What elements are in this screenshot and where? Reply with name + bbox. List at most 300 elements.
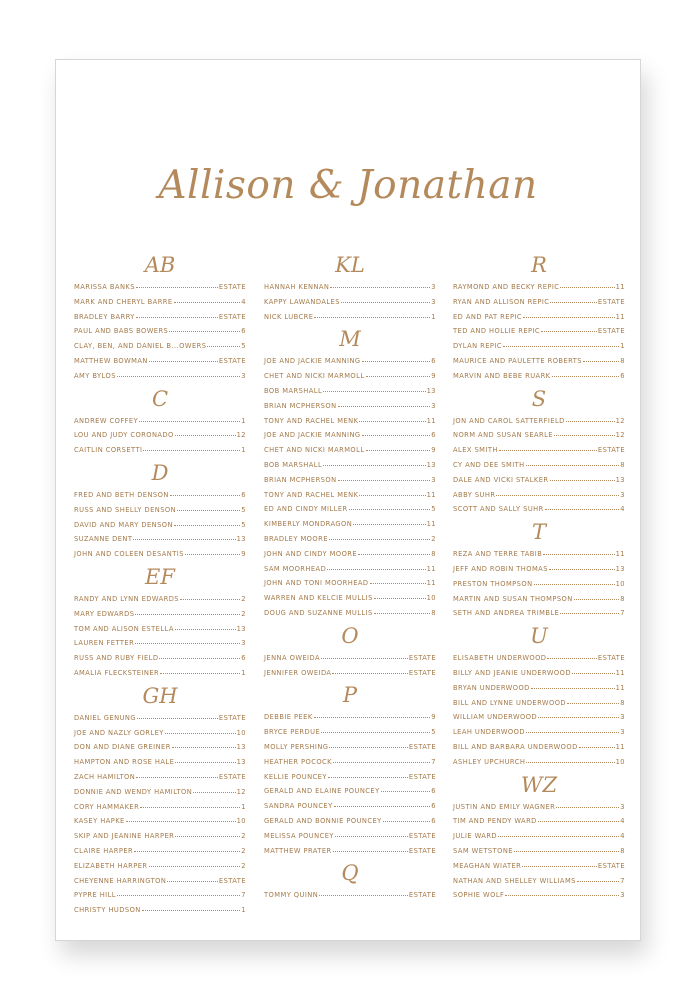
dot-leader	[174, 301, 241, 303]
guest-name: LEAH UNDERWOOD	[453, 728, 525, 737]
table-assignment: ESTATE	[408, 891, 436, 900]
seating-column-2	[264, 250, 436, 903]
guest-name: SAM MOORHEAD	[264, 564, 327, 573]
section-letter-heading: WZ	[520, 772, 558, 797]
guest-name: CLAIRE HARPER	[74, 846, 134, 855]
dot-leader	[185, 553, 240, 555]
dot-leader	[545, 508, 620, 510]
table-assignment: 10	[615, 579, 625, 588]
dot-leader	[370, 582, 426, 584]
guest-name: JOHN AND COLEEN DESANTIS	[74, 550, 184, 559]
guest-row	[453, 710, 625, 725]
guest-name: FRED AND BETH DENSON	[74, 490, 169, 499]
guest-row	[74, 844, 246, 859]
guest-row	[264, 473, 436, 488]
guest-name: BOB MARSHALL	[264, 460, 323, 469]
table-assignment: 10	[236, 817, 246, 826]
table-assignment: 3	[241, 639, 246, 648]
table-assignment: 1	[620, 342, 625, 351]
guest-name: MATTHEW PRATER	[264, 846, 332, 855]
guest-name: JUSTIN AND EMILY WAGNER	[453, 802, 556, 811]
dot-leader	[531, 687, 615, 689]
table-assignment: ESTATE	[218, 713, 246, 722]
dot-leader	[567, 702, 619, 704]
guest-name: CHET AND NICKI MARMOLL	[264, 446, 365, 455]
guest-name: MARTIN AND SUSAN THOMPSON	[453, 594, 573, 603]
table-assignment: 3	[241, 371, 246, 380]
guest-name: MAURICE AND PAULETTE ROBERTS	[453, 356, 582, 365]
table-assignment: 3	[620, 490, 625, 499]
guest-row	[74, 800, 246, 815]
dot-leader	[135, 613, 240, 615]
guest-row	[264, 591, 436, 606]
guest-row	[453, 859, 625, 874]
table-assignment: 3	[431, 283, 436, 291]
dot-leader	[543, 553, 614, 555]
dot-leader	[137, 717, 218, 719]
guest-row	[264, 829, 436, 844]
table-assignment: 5	[241, 520, 246, 529]
table-assignment: 9	[241, 550, 246, 559]
guest-row	[453, 740, 625, 755]
table-assignment: ESTATE	[218, 876, 246, 885]
section-letter-heading: O	[341, 623, 359, 648]
guest-name: MOLLY PERSHING	[264, 742, 329, 751]
guest-name: SANDRA POUNCEY	[264, 802, 333, 811]
table-assignment: ESTATE	[408, 668, 436, 677]
guest-name: PAUL AND BABS BOWERS	[74, 327, 169, 336]
dot-leader	[374, 612, 431, 614]
guest-row	[74, 903, 246, 918]
dot-leader	[160, 672, 240, 674]
table-assignment: 13	[615, 475, 625, 484]
table-assignment: 11	[615, 742, 625, 751]
table-assignment: ESTATE	[597, 861, 625, 870]
guest-name: WILLIAM UNDERWOOD	[453, 713, 538, 722]
table-assignment: 6	[241, 654, 246, 663]
guest-row	[74, 428, 246, 443]
guest-row	[453, 606, 625, 621]
dot-leader	[572, 672, 615, 674]
guest-name: CLAY, BEN, AND DANIEL B...OWERS	[74, 342, 207, 351]
table-assignment: 8	[431, 608, 436, 617]
guest-row	[74, 859, 246, 874]
table-assignment: 6	[431, 816, 436, 825]
guest-name: WARREN AND KELCIE MULLIS	[264, 594, 373, 603]
guest-name: BRYAN UNDERWOOD	[453, 683, 530, 692]
guest-row	[74, 651, 246, 666]
dot-leader	[335, 835, 408, 837]
guest-name: BOB MARSHALL	[264, 386, 323, 395]
table-assignment: 4	[620, 505, 625, 514]
guest-row	[74, 295, 246, 310]
guest-row	[264, 606, 436, 621]
guest-row	[264, 428, 436, 443]
guest-row	[74, 740, 246, 755]
guest-row	[74, 874, 246, 889]
guest-name: ED AND CINDY MILLER	[264, 505, 348, 514]
table-assignment: ESTATE	[408, 831, 436, 840]
guest-name: JOE AND JACKIE MANNING	[264, 431, 361, 440]
dot-leader	[526, 731, 619, 733]
table-assignment: ESTATE	[408, 846, 436, 855]
dot-leader	[117, 375, 240, 377]
guest-name: SKIP AND JEANINE HARPER	[74, 832, 175, 841]
table-assignment: 9	[431, 713, 436, 722]
table-assignment: 12	[615, 431, 625, 440]
table-assignment: 7	[431, 757, 436, 766]
table-assignment: 11	[615, 283, 625, 291]
guest-name: HAMPTON AND ROSE HALE	[74, 758, 175, 767]
dot-leader	[574, 598, 620, 600]
table-assignment: 13	[236, 758, 246, 767]
dot-leader	[338, 479, 431, 481]
guest-name: REZA AND TERRE TABIB	[453, 550, 543, 559]
dot-leader	[362, 360, 431, 362]
dot-leader	[193, 791, 235, 793]
guest-name: MARISSA BANKS	[74, 283, 135, 291]
dot-leader	[314, 716, 431, 718]
guest-name: RANDY AND LYNN EDWARDS	[74, 594, 179, 603]
table-assignment: 1	[241, 668, 246, 677]
guest-row	[74, 755, 246, 770]
guest-row	[264, 295, 436, 310]
guest-name: ELISABETH UNDERWOOD	[453, 654, 547, 663]
guest-name: KIMBERLY MONDRAGON	[264, 520, 353, 529]
dot-leader	[175, 434, 236, 436]
dot-leader	[170, 494, 240, 496]
guest-row	[74, 280, 246, 295]
table-assignment: 13	[236, 743, 246, 752]
dot-leader	[159, 657, 240, 659]
guest-row	[264, 651, 436, 666]
dot-leader	[321, 731, 430, 733]
guest-row	[264, 666, 436, 681]
table-assignment: ESTATE	[597, 327, 625, 336]
guest-name: CY AND DEE SMITH	[453, 460, 525, 469]
section-letter-heading: M	[339, 327, 361, 352]
table-assignment: 6	[431, 357, 436, 366]
dot-leader	[126, 820, 236, 822]
guest-row	[453, 844, 625, 859]
guest-row	[264, 502, 436, 517]
guest-row	[74, 354, 246, 369]
guest-row	[264, 399, 436, 414]
guest-row	[453, 458, 625, 473]
dot-leader	[554, 434, 615, 436]
dot-leader	[526, 464, 620, 466]
table-assignment: 8	[620, 846, 625, 855]
table-assignment: 11	[426, 520, 436, 529]
guest-name: BILLY AND JEANIE UNDERWOOD	[453, 668, 571, 677]
dot-leader	[381, 790, 431, 792]
guest-name: BRIAN MCPHERSON	[264, 475, 337, 484]
table-assignment: 13	[236, 624, 246, 633]
guest-row	[74, 829, 246, 844]
guest-name: CORY HAMMAKER	[74, 802, 140, 811]
dot-leader	[333, 761, 430, 763]
guest-row	[453, 651, 625, 666]
dot-leader	[329, 538, 430, 540]
dot-leader	[207, 345, 240, 347]
guest-name: LOU AND JUDY CORONADO	[74, 431, 174, 440]
guest-name: HEATHER POCOCK	[264, 757, 333, 766]
dot-leader	[514, 850, 619, 852]
guest-name: NATHAN AND SHELLEY WILLIAMS	[453, 876, 576, 885]
dot-leader	[333, 850, 408, 852]
dot-leader	[329, 746, 407, 748]
guest-row	[453, 814, 625, 829]
guest-name: TED AND HOLLIE REPIC	[453, 327, 541, 336]
guest-row	[453, 562, 625, 577]
guest-row	[264, 740, 436, 755]
dot-leader	[353, 523, 425, 525]
dot-leader	[383, 820, 431, 822]
table-assignment: 1	[431, 312, 436, 321]
guest-row	[74, 592, 246, 607]
dot-leader	[175, 628, 236, 630]
section-letter-heading: EF	[145, 564, 175, 589]
guest-name: MEAGHAN WIATER	[453, 861, 522, 870]
table-assignment: 2	[241, 861, 246, 870]
guest-row	[264, 710, 436, 725]
guest-name: AMY BYLOS	[74, 371, 116, 380]
seating-column-1	[74, 250, 246, 918]
guest-name: MARY EDWARDS	[74, 609, 135, 618]
dot-leader	[175, 761, 235, 763]
guest-name: AMALIA FLECKSTEINER	[74, 668, 160, 677]
guest-name: ZACH HAMILTON	[74, 772, 136, 781]
guest-row	[264, 443, 436, 458]
table-assignment: 3	[431, 475, 436, 484]
table-assignment: 10	[426, 594, 436, 603]
couple-names-title: Allison & Jonathan	[158, 163, 538, 208]
guest-row	[453, 829, 625, 844]
table-assignment: 8	[431, 549, 436, 558]
section-letter-heading: C	[151, 386, 169, 411]
guest-row	[453, 577, 625, 592]
guest-row	[453, 800, 625, 815]
guest-name: NORM AND SUSAN SEARLE	[453, 431, 553, 440]
guest-name: DEBBIE PEEK	[264, 713, 313, 722]
dot-leader	[180, 598, 240, 600]
guest-name: RUSS AND SHELLY DENSON	[74, 505, 177, 514]
table-assignment: 13	[426, 386, 436, 395]
guest-name: CAITLIN CORSETTI	[74, 446, 143, 455]
guest-row	[264, 547, 436, 562]
dot-leader	[547, 657, 596, 659]
guest-name: JULIE WARD	[453, 832, 498, 841]
dot-leader	[319, 894, 408, 896]
guest-row	[74, 814, 246, 829]
guest-name: GERALD AND ELAINE POUNCEY	[264, 787, 380, 796]
guest-row	[74, 324, 246, 339]
guest-row	[264, 458, 436, 473]
dot-leader	[549, 568, 615, 570]
table-assignment: 9	[431, 446, 436, 455]
guest-row	[74, 369, 246, 384]
dot-leader	[552, 375, 620, 377]
table-assignment: ESTATE	[597, 446, 625, 455]
guest-name: JENNA OWEIDA	[264, 653, 320, 662]
table-assignment: 13	[236, 535, 246, 544]
guest-name: JOE AND NAZLY GORLEY	[74, 728, 164, 737]
table-assignment: 6	[431, 802, 436, 811]
guest-name: BILL AND LYNNE UNDERWOOD	[453, 698, 567, 707]
table-assignment: 1	[241, 906, 246, 915]
table-assignment: 6	[241, 327, 246, 336]
guest-name: TOMMY QUINN	[264, 891, 319, 900]
dot-leader	[338, 405, 431, 407]
guest-name: MELISSA POUNCEY	[264, 831, 334, 840]
table-assignment: 4	[620, 832, 625, 841]
table-assignment: 2	[241, 846, 246, 855]
dot-leader	[359, 420, 425, 422]
dot-leader	[323, 464, 425, 466]
guest-row	[264, 384, 436, 399]
guest-name: SOPHIE WOLF	[453, 891, 505, 900]
guest-row	[74, 310, 246, 325]
table-assignment: 3	[620, 713, 625, 722]
section-letter-heading: R	[531, 253, 547, 277]
table-assignment: 6	[431, 431, 436, 440]
guest-row	[264, 784, 436, 799]
guest-row	[453, 280, 625, 295]
guest-name: BRADLEY BARRY	[74, 312, 135, 321]
guest-name: DOUG AND SUZANNE MULLIS	[264, 608, 373, 617]
dot-leader	[330, 286, 430, 288]
dot-leader	[534, 583, 615, 585]
guest-name: RYAN AND ALLISON REPIC	[453, 297, 550, 306]
guest-name: TOM AND ALISON ESTELLA	[74, 624, 174, 633]
guest-row	[264, 310, 436, 325]
guest-name: JOHN AND TONI MOORHEAD	[264, 579, 369, 588]
dot-leader	[366, 449, 431, 451]
table-assignment: 11	[426, 490, 436, 499]
dot-leader	[169, 330, 240, 332]
table-assignment: 3	[431, 401, 436, 410]
guest-row	[264, 532, 436, 547]
table-assignment: 11	[426, 416, 436, 425]
table-assignment: 8	[620, 356, 625, 365]
table-assignment: 11	[426, 564, 436, 573]
table-assignment: 9	[431, 372, 436, 381]
guest-row	[74, 607, 246, 622]
guest-name: DYLAN REPIC	[453, 342, 502, 351]
guest-name: DANIEL GENUNG	[74, 713, 136, 722]
guest-name: SAM WETSTONE	[453, 846, 513, 855]
dot-leader	[177, 509, 240, 511]
guest-row	[453, 354, 625, 369]
guest-name: RAYMOND AND BECKY REPIC	[453, 283, 560, 291]
guest-row	[453, 502, 625, 517]
guest-name: TONY AND RACHEL MENK	[264, 490, 359, 499]
guest-row	[453, 339, 625, 354]
dot-leader	[541, 330, 597, 332]
guest-name: CHET AND NICKI MARMOLL	[264, 372, 365, 381]
dot-leader	[172, 746, 236, 748]
guest-name: KELLIE POUNCEY	[264, 772, 327, 781]
table-assignment: 13	[426, 460, 436, 469]
guest-row	[264, 562, 436, 577]
table-assignment: 3	[620, 891, 625, 900]
guest-row	[453, 592, 625, 607]
table-assignment: ESTATE	[597, 297, 625, 306]
dot-leader	[499, 449, 597, 451]
section-letter-heading: GH	[142, 683, 178, 708]
guest-row	[74, 414, 246, 429]
dot-leader	[358, 553, 430, 555]
table-assignment: 12	[236, 787, 246, 796]
guest-row	[453, 666, 625, 681]
table-assignment: 11	[615, 312, 625, 321]
guest-name: LAUREN FETTER	[74, 639, 135, 648]
guest-row	[264, 369, 436, 384]
dot-leader	[332, 672, 407, 674]
dot-leader	[139, 420, 240, 422]
table-assignment: ESTATE	[408, 742, 436, 751]
guest-row	[74, 785, 246, 800]
table-assignment: 4	[620, 817, 625, 826]
dot-leader	[328, 776, 408, 778]
guest-name: MATTHEW BOWMAN	[74, 356, 148, 365]
dot-leader	[505, 894, 619, 896]
table-assignment: 11	[615, 550, 625, 559]
table-assignment: 4	[241, 297, 246, 306]
guest-row	[453, 874, 625, 889]
table-assignment: 8	[620, 460, 625, 469]
table-assignment: 1	[241, 446, 246, 455]
section-letter-heading: U	[530, 624, 548, 649]
guest-row	[74, 666, 246, 681]
guest-name: CHRISTY HUDSON	[74, 906, 141, 915]
dot-leader	[538, 820, 620, 822]
table-assignment: 7	[620, 876, 625, 885]
guest-row	[264, 755, 436, 770]
guest-name: GERALD AND BONNIE POUNCEY	[264, 816, 382, 825]
table-assignment: ESTATE	[218, 312, 246, 321]
dot-leader	[523, 316, 615, 318]
guest-row	[453, 295, 625, 310]
guest-row	[453, 473, 625, 488]
dot-leader	[583, 360, 619, 362]
section-letter-heading: T	[531, 520, 546, 545]
table-assignment: 2	[241, 609, 246, 618]
guest-row	[74, 888, 246, 903]
table-assignment: ESTATE	[408, 653, 436, 662]
table-assignment: 11	[615, 668, 625, 677]
guest-row	[453, 428, 625, 443]
guest-name: MARVIN AND BEBE RUARK	[453, 371, 551, 380]
guest-row	[264, 888, 436, 903]
dot-leader	[314, 316, 430, 318]
dot-leader	[577, 880, 619, 882]
guest-name: CHEYENNE HARRINGTON	[74, 876, 167, 885]
table-assignment: 10	[615, 757, 625, 766]
guest-row	[453, 324, 625, 339]
dot-leader	[327, 568, 425, 570]
table-assignment: 2	[241, 594, 246, 603]
guest-row	[453, 725, 625, 740]
guest-row	[74, 636, 246, 651]
guest-name: JEFF AND ROBIN THOMAS	[453, 564, 548, 573]
dot-leader	[175, 835, 240, 837]
section-letter-heading: S	[531, 386, 547, 411]
table-assignment: 1	[241, 802, 246, 811]
dot-leader	[167, 880, 218, 882]
guest-row	[264, 799, 436, 814]
table-assignment: 5	[241, 342, 246, 351]
